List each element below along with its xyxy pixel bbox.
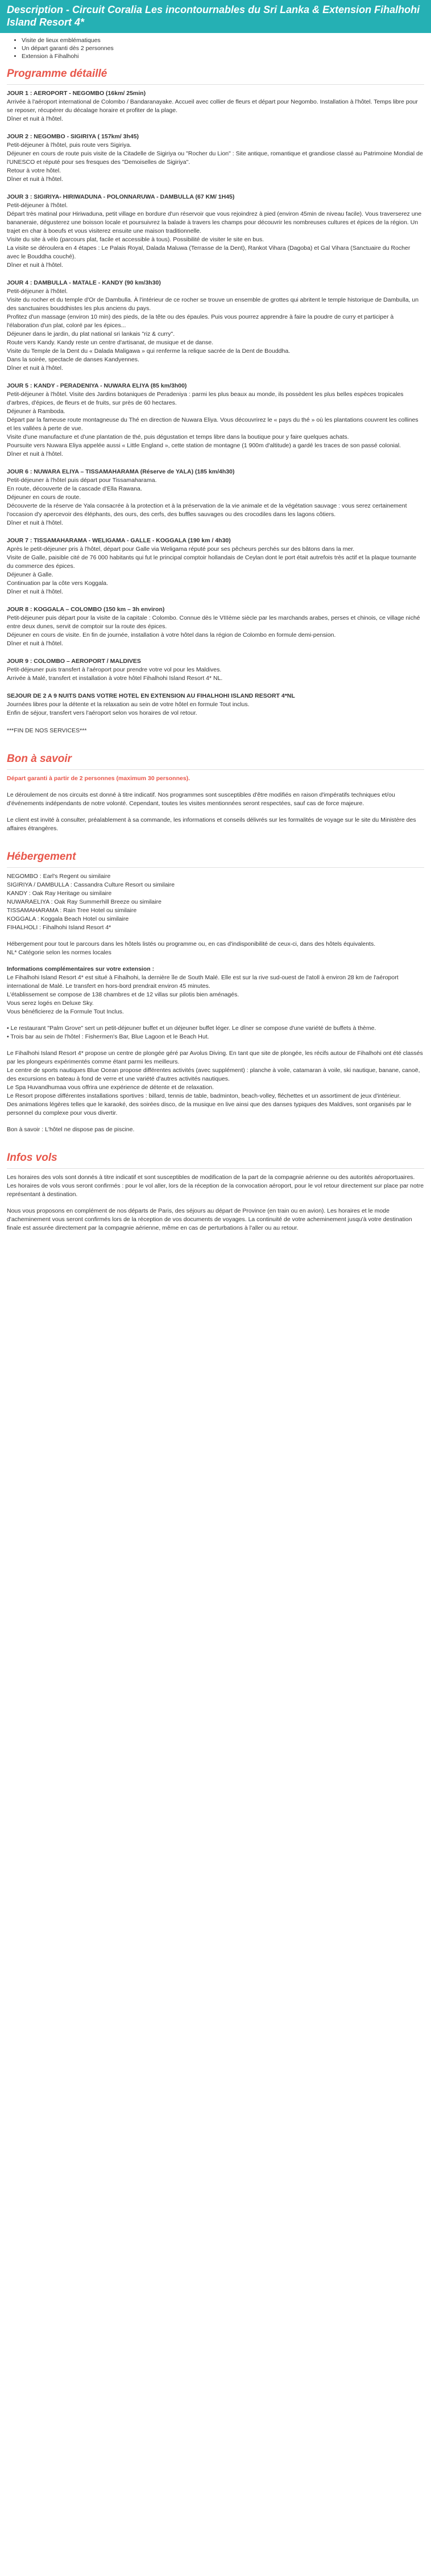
day-paragraph: En route, découverte de la cascade d'Ella Rawana.: [7, 485, 142, 492]
day-title: JOUR 8 : KOGGALA – COLOMBO (150 km – 3h environ): [7, 606, 165, 613]
hebergement-note: Hébergement pour tout le parcours dans les hôtels listés ou programme ou, en cas d'indisponibilité de ceux-ci, dans des hôtels équivalents.: [7, 941, 376, 947]
extension-paragraph: Vous serez logés en Deluxe Sky.: [7, 1000, 94, 1007]
day-paragraph: Route vers Kandy. Kandy reste un centre d'artisanat, de musique et de danse.: [7, 339, 214, 346]
day-paragraph: Dans la soirée, spectacle de danses Kandyennes.: [7, 356, 139, 363]
day-title: JOUR 1 : AEROPORT - NEGOMBO (16km/ 25min): [7, 90, 146, 97]
day-paragraph: Déjeuner en cours de route puis visite de la Citadelle de Sigiriya ou "Rocher du Lion" : Site antique, romantique et grandiose classé au Patrimoine Mondial de l'UNESCO et réputé pour ses fresques des "Demoiselles de Sigiriya".: [7, 150, 423, 166]
highlights-list: [7, 36, 424, 60]
day-paragraph: Dîner et nuit à l'hôtel.: [7, 520, 63, 526]
day-paragraph: Dîner et nuit à l'hôtel.: [7, 365, 63, 372]
extension-paragraph: Vous bénéficierez de la Formule Tout Inclus.: [7, 1008, 124, 1015]
divider: [7, 867, 424, 868]
day-block: [7, 657, 424, 683]
day-paragraph: Visite de Galle, paisible cité de 76 000 habitants qui fut le principal comptoir hollandais de Ceylan dont le port était autrefois très actif et la plaque tournante du commerce des épices.: [7, 554, 417, 570]
programme-title: Programme détaillé: [7, 68, 107, 80]
infos-vols-para: Les horaires de vols vous seront confirmés : pour le vol aller, lors de la réception de la convocation aéroport, pour le vol retour directement sur place par notre représentant à destination.: [7, 1182, 424, 1198]
day-paragraph: Déjeuner à Ramboda.: [7, 408, 65, 415]
day-paragraph: Petit-déjeuner à l'hôtel.: [7, 288, 68, 295]
day-paragraph: Retour à votre hôtel.: [7, 167, 61, 174]
day-paragraph: Enfin de séjour, transfert vers l'aéroport selon vos horaires de vol retour.: [7, 710, 197, 716]
bon-a-savoir-para: Le déroulement de nos circuits est donné à titre indicatif. Nos programmes sont susceptibles d'être modifiés en raison d'impératifs techniques et/ou d'événements indépendants de notre volonté. Cependant, toutes les visites mentionnées seront respectées, sauf cas de force majeure.: [7, 792, 395, 807]
day-paragraph: La visite se déroulera en 4 étapes : Le Palais Royal, Dalada Maluwa (Terrasse de la Dent), Rankot Vihara (Dagoba) et Gal Vihara (Sanctuaire du Rocher avec le Bouddha couché).: [7, 245, 411, 260]
highlight-item: • Extension à Fihalhohi: [22, 52, 424, 60]
extension-paragraph: Des animations légères telles que le karaoké, des soirées disco, de la musique en live ainsi que des danses typiques des Maldives, sont organisés par le personnel du complexe pour vous divertir.: [7, 1101, 412, 1116]
day-paragraph: Départ par la fameuse route montagneuse du Thé en direction de Nuwara Eliya. Vous découvrirez le « pays du thé » où les plantations couvrent les collines et les vallées à perte de vue.: [7, 417, 418, 432]
day-paragraph: Dîner et nuit à l'hôtel.: [7, 451, 63, 458]
hotel-item: NEGOMBO : Earl's Regent ou similaire: [7, 873, 111, 880]
hotel-item: KOGGALA : Koggala Beach Hotel ou similaire: [7, 916, 129, 922]
day-paragraph: Visite du Temple de la Dent du « Dalada Maligawa » qui renferme la relique sacrée de la Dent de Bouddha.: [7, 348, 291, 355]
day-block: [7, 692, 424, 718]
day-title: JOUR 5 : KANDY - PERADENIYA - NUWARA ELIYA (85 km/3h00): [7, 382, 187, 389]
day-paragraph: Continuation par la côte vers Koggala.: [7, 580, 109, 587]
day-paragraph: Déjeuner dans le jardin, du plat national sri lankais "riz & curry".: [7, 331, 175, 337]
extension-paragraph: Le Fihalhohi Island Resort 4* propose un centre de plongée géré par Avolus Diving. En tant que site de plongée, les récifs autour de Fihalhohi ont été classés par les plongeurs expérimentés comme étant parmi les meilleurs.: [7, 1050, 423, 1065]
extension-paragraph: Le Fihalhohi Island Resort 4* est situé à Fihalhohi, la dernière île de South Malé. Elle est sur la rive sud-ouest de l'atoll à environ 28 km de l'aéroport international de Malé. Le transfert en hors-bord prendrait environ 45 minutes.: [7, 974, 399, 990]
day-block: [7, 382, 424, 459]
hebergement-note: NL* Catégorie selon les normes locales: [7, 949, 111, 956]
highlight-item: • Visite de lieux emblématiques: [22, 36, 424, 44]
day-title: JOUR 2 : NEGOMBO - SIGIRIYA ( 157km/ 3h45): [7, 133, 139, 140]
day-title: JOUR 4 : DAMBULLA - MATALE - KANDY (90 km/3h30): [7, 279, 161, 286]
bon-a-savoir-subtitle: Départ garanti à partir de 2 personnes (maximum 30 personnes).: [7, 775, 190, 782]
day-paragraph: Poursuite vers Nuwara Eliya appelée aussi « Little England », cette station de montagne (1 900m d'altitude) a gardé les traces de son passé colonial.: [7, 442, 401, 449]
day-paragraph: Dîner et nuit à l'hôtel.: [7, 116, 63, 122]
extension-paragraph: Le Spa Huvandhumaa vous offrira une expérience de détente et de relaxation.: [7, 1084, 214, 1091]
bon-a-savoir-title: Bon à savoir: [7, 753, 72, 765]
extension-title: Informations complémentaires sur votre extension :: [7, 966, 155, 972]
extension-paragraph: Le Resort propose différentes installations sportives : billard, tennis de table, badminton, beach-volley, fléchettes et un assortiment de jeux d'intérieur.: [7, 1093, 401, 1099]
hotel-item: TISSAMAHARAMA : Rain Tree Hotel ou similaire: [7, 907, 137, 914]
day-paragraph: Visite du rocher et du temple d'Or de Dambulla. À l'intérieur de ce rocher se trouve un ensemble de grottes qui abritent le temple historique de Dambulla, un des sanctuaires bouddhistes les plus anciens du pays.: [7, 296, 419, 312]
day-paragraph: Petit-déjeuner à l'hôtel. Visite des Jardins botaniques de Peradeniya : parmi les plus beaux au monde, ils possèdent les plus belles espèces tropicales d'arbres, d'épices, de fleurs et de fruits, sur près de 60 hectares.: [7, 391, 404, 406]
programme-days: [7, 89, 424, 718]
day-paragraph: Après le petit-déjeuner pris à l'hôtel, départ pour Galle via Weligama réputé pour ses pêcheurs perchés sur des bâtons dans la mer.: [7, 546, 355, 553]
day-paragraph: Découverte de la réserve de Yala consacrée à la protection et à la préservation de la vie animale et de la végétation sauvage : vous serez certainement l'occasion d'y apercevoir des éléphants, des ours, des cerfs, des buffles sauvages ou des crocodiles dans les lagons côtiers.: [7, 502, 407, 518]
day-paragraph: Visite d'une manufacture et d'une plantation de thé, puis dégustation et temps libre dans la boutique pour y faire quelques achats.: [7, 434, 349, 440]
day-title: JOUR 6 : NUWARA ELIYA – TISSAMAHARAMA (Réserve de YALA) (185 km/4h30): [7, 468, 235, 475]
divider: [7, 84, 424, 85]
bon-a-savoir-para: Le client est invité à consulter, préalablement à sa commande, les informations et conseils délivrés sur les formalités de voyage sur le site du Ministère des affaires étrangères.: [7, 817, 416, 832]
end-note: ***FIN DE NOS SERVICES***: [7, 727, 87, 734]
day-paragraph: Arrivée à l'aéroport international de Colombo / Bandaranayake. Accueil avec collier de fleurs et départ pour Negombo. Installation à l'hôtel. Temps libre pour se reposer, récupérer du décalage horaire et profiter de la plage.: [7, 98, 418, 114]
day-paragraph: Dîner et nuit à l'hôtel.: [7, 588, 63, 595]
day-paragraph: Visite du site à vélo (parcours plat, facile et accessible à tous). Possibilité de visiter le site en bus.: [7, 236, 264, 243]
day-paragraph: Déjeuner en cours de visite. En fin de journée, installation à votre hôtel dans la région de Colombo en formule demi-pension.: [7, 632, 336, 638]
day-paragraph: Petit-déjeuner puis transfert à l'aéroport pour prendre votre vol pour les Maldives.: [7, 666, 222, 673]
extension-paragraph: • Trois bar au sein de l'hôtel : Fishermen's Bar, Blue Lagoon et le Beach Hut.: [7, 1033, 209, 1040]
hebergement-title: Hébergement: [7, 851, 76, 863]
day-paragraph: Petit-déjeuner à l'hôtel.: [7, 202, 68, 209]
day-paragraph: Journées libres pour la détente et la relaxation au sein de votre hôtel en formule Tout inclus.: [7, 701, 250, 708]
extension-paragraph: Bon à savoir : L'hôtel ne dispose pas de piscine.: [7, 1126, 135, 1133]
day-block: [7, 605, 424, 648]
day-title: JOUR 9 : COLOMBO – AEROPORT / MALDIVES: [7, 658, 141, 665]
day-block: [7, 89, 424, 123]
main-content: [0, 36, 431, 1233]
day-paragraph: Dîner et nuit à l'hôtel.: [7, 640, 63, 647]
highlight-item: • Un départ garanti dès 2 personnes: [22, 44, 424, 52]
day-block: [7, 279, 424, 373]
extension-paragraph: • Le restaurant "Palm Grove" sert un petit-déjeuner buffet et un déjeuner buffet léger. Le dîner se compose d'une variété de buffets à thème.: [7, 1025, 376, 1032]
day-block: [7, 537, 424, 596]
day-title: SEJOUR DE 2 A 9 NUITS DANS VOTRE HOTEL EN EXTENSION AU FIHALHOHI ISLAND RESORT 4*NL: [7, 693, 295, 699]
hotel-item: KANDY : Oak Ray Heritage ou similaire: [7, 890, 112, 897]
day-paragraph: Déjeuner en cours de route.: [7, 494, 81, 501]
day-paragraph: Petit-déjeuner à l'hôtel puis départ pour Tissamaharama.: [7, 477, 157, 484]
hotel-item: SIGIRIYA / DAMBULLA : Cassandra Culture Resort ou similaire: [7, 881, 175, 888]
day-paragraph: Petit-déjeuner puis départ pour la visite de la capitale : Colombo. Connue dès le VIIIème siècle par les marchands arabes, perses et chinois, ce village niché entre deux dunes, servit de comptoir sur la route des épices.: [7, 615, 420, 630]
day-block: [7, 133, 424, 184]
extension-info: [7, 974, 424, 1134]
day-paragraph: Arrivée à Malé, transfert et installation à votre hôtel Fihalhohi Island Resort 4* NL.: [7, 675, 223, 682]
day-paragraph: Dîner et nuit à l'hôtel.: [7, 262, 63, 269]
day-block: [7, 468, 424, 527]
day-paragraph: Profitez d'un massage (environ 10 min) des pieds, de la tête ou des épaules. Puis vous pourrez apprendre à faire la poudre de curry et participer à l'élaboration d'un plat, coloré par les épices...: [7, 314, 394, 329]
day-block: [7, 193, 424, 270]
page-title-banner: [0, 0, 431, 33]
infos-vols-para: Nous vous proposons en complément de nos départs de Paris, des séjours au départ de Province (en train ou en avion). Les horaires et le mode d'acheminement vous seront confirmés lors de la réception de vos documents de voyages. La continuité de votre acheminement jusqu'à votre destination finale est assurée directement par la compagnie aérienne, même en cas de perturbations à l'aller ou au retour.: [7, 1207, 412, 1231]
hotel-list: [7, 872, 424, 932]
day-paragraph: Dîner et nuit à l'hôtel.: [7, 176, 63, 183]
day-paragraph: Départ très matinal pour Hiriwaduna, petit village en bordure d'un réservoir que vous rejoindrez à pied (environ 45min de niveau facile). Vous traverserez une bananeraie, dégusterez une boisson locale et poursuivrez la balade à travers les champs pour découvrir les nombreuses cultures et épices de la région. Un trajet en char à boeufs et vous visiterez ensuite une maison traditionnelle.: [7, 211, 422, 234]
day-title: JOUR 3 : SIGIRIYA- HIRIWADUNA - POLONNARUWA - DAMBULLA (67 KM/ 1H45): [7, 193, 235, 200]
extension-paragraph: Le centre de sports nautiques Blue Ocean propose différentes activités (avec supplément) : planche à voile, catamaran à voile, ski nautique, banane, canoë, des excursions en bateau à fond de verre et une variété d'autres activités nautiques.: [7, 1067, 420, 1082]
day-title: JOUR 7 : TISSAMAHARAMA - WELIGAMA - GALLE - KOGGALA (190 km / 4h30): [7, 537, 231, 544]
extension-paragraph: L'établissement se compose de 138 chambres et de 12 villas sur pilotis bien aménagés.: [7, 991, 239, 998]
infos-vols-title: Infos vols: [7, 1152, 57, 1164]
day-paragraph: Déjeuner à Galle.: [7, 571, 53, 578]
hotel-item: NUWARAELIYA : Oak Ray Summerhill Breeze ou similaire: [7, 898, 161, 905]
day-paragraph: Petit-déjeuner à l'hôtel, puis route vers Sigiriya.: [7, 142, 132, 149]
infos-vols-para: Les horaires des vols sont donnés à titre indicatif et sont susceptibles de modification de la part de la compagnie aérienne ou des autorités aéroportuaires.: [7, 1174, 415, 1181]
page-title: Description - Circuit Coralia Les incontournables du Sri Lanka & Extension Fihalhohi Island Resort 4*: [7, 4, 420, 28]
divider: [7, 1168, 424, 1169]
hotel-item: FIHALHOLI : Fihalhohi Island Resort 4*: [7, 924, 111, 931]
divider: [7, 769, 424, 770]
